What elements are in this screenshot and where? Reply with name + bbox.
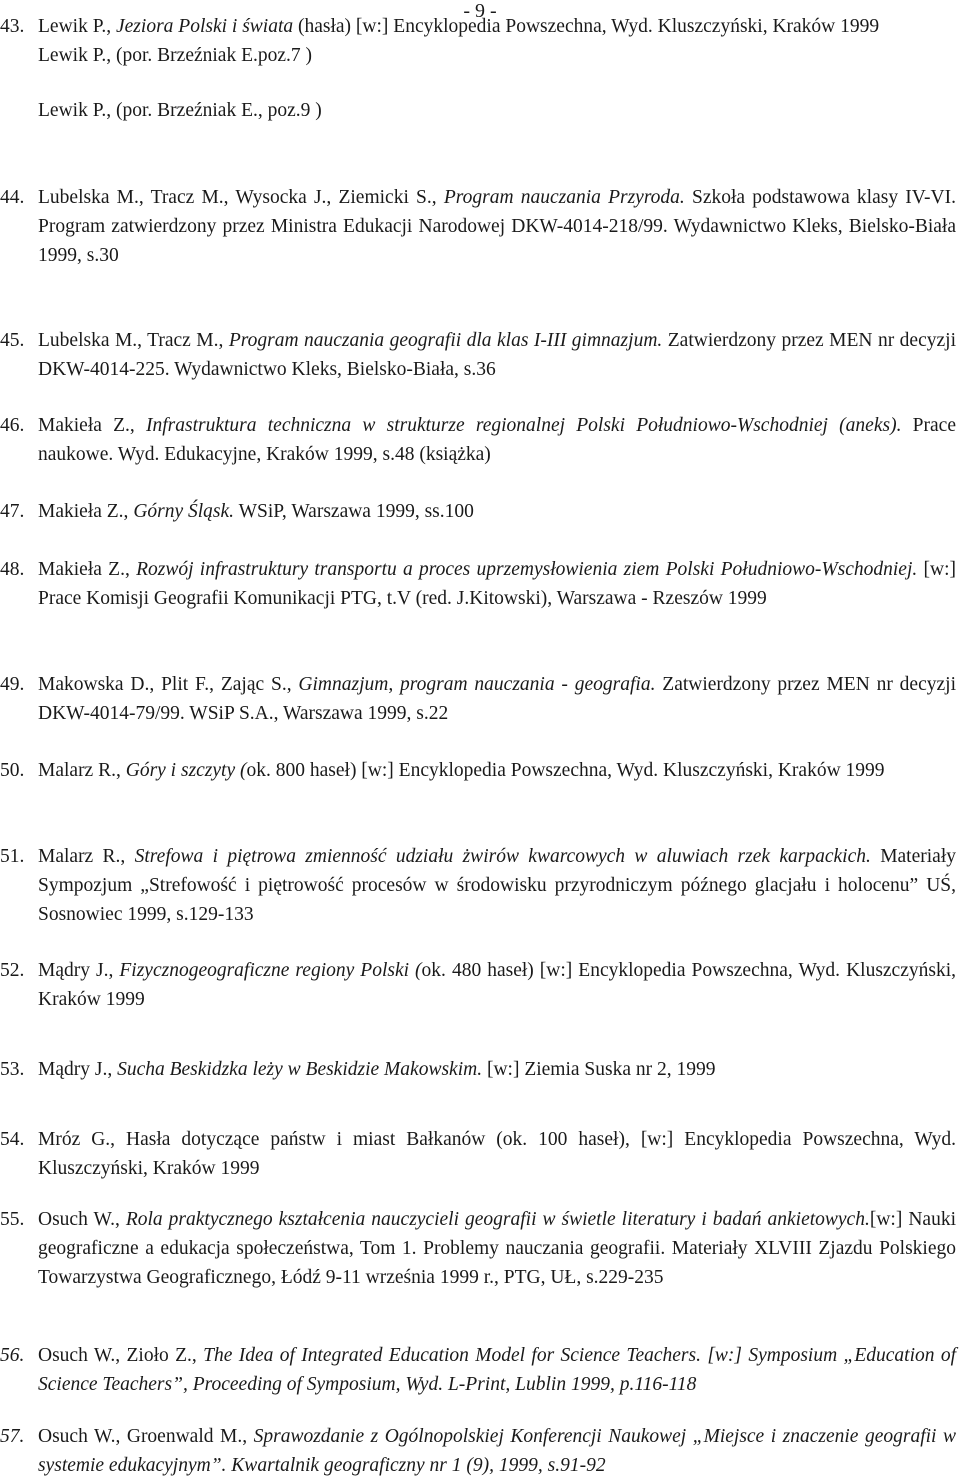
reference-details: (hasła) [w:] Encyklopedia Powszechna, Wyd. Kluszczyński, Kraków 1999	[293, 16, 880, 37]
reference-number: 53.	[0, 1059, 25, 1080]
reference-authors: Lubelska M., Tracz M., Wysocka J., Ziemicki S.,	[38, 187, 444, 208]
reference-title: Fizycznogeograficzne regiony Polski (	[119, 960, 422, 981]
reference-52	[0, 956, 957, 1014]
reference-46	[0, 411, 956, 469]
reference-authors: Lewik P.,	[38, 16, 116, 37]
reference-authors: Osuch W., Zioło Z.,	[38, 1345, 204, 1366]
reference-details: Prace naukowe. Wyd. Edukacyjne, Kraków 1999, s.48 (książka)	[38, 415, 956, 465]
reference-authors: Lubelska M., Tracz M.,	[38, 330, 229, 351]
reference-56	[0, 1341, 957, 1399]
reference-title: Program nauczania geografii dla klas I-III gimnazjum.	[228, 330, 663, 351]
reference-number: 46.	[0, 415, 25, 436]
reference-49	[0, 670, 956, 728]
reference-53	[0, 1055, 956, 1084]
reference-48	[0, 555, 957, 613]
reference-details: WSiP, Warszawa 1999, ss.100	[234, 501, 474, 522]
reference-authors: Makieła Z.,	[38, 559, 137, 580]
reference-number: 49.	[0, 674, 25, 695]
reference-number: 51.	[0, 846, 25, 867]
reference-title: Strefowa i piętrowa zmienność udziału żwirów kwarcowych w aluwiach rzek karpackich.	[134, 846, 871, 867]
reference-details: Zatwierdzony przez MEN nr decyzji DKW-4014-225. Wydawnictwo Kleks, Bielsko-Biała, s.36	[38, 330, 956, 380]
reference-number: 48.	[0, 559, 25, 580]
reference-43	[0, 12, 956, 125]
reference-47	[0, 497, 956, 526]
reference-details: Materiały Sympozjum „Strefowość i piętrowość procesów w środowisku przyrodniczym późnego glacjału i holocenu” UŚ, Sosnowiec 1999, s.129-133	[38, 846, 956, 925]
reference-title: Rozwój infrastruktury transportu a proces uprzemysłowienia ziem Polski Południowo-Wschodniej.	[136, 559, 918, 580]
reference-see-also: Lewik P., (por. Brzeźniak E.poz.7 )	[38, 45, 313, 66]
reference-authors: Malarz R.,	[38, 846, 135, 867]
reference-details: [w:] Ziemia Suska nr 2, 1999	[482, 1059, 716, 1080]
reference-title: The Idea of Integrated Education Model for Science Teachers. [w:] Symposium „Education of Science Teachers”, Proceeding of Symposium, Wyd. L-Print, Lublin 1999, p.116-118	[38, 1345, 957, 1395]
reference-55	[0, 1205, 956, 1292]
reference-title: Program nauczania Przyroda.	[443, 187, 685, 208]
reference-54	[0, 1125, 956, 1183]
reference-number: 50.	[0, 760, 25, 781]
reference-title: Góry i szczyty (	[125, 760, 247, 781]
reference-number: 47.	[0, 501, 25, 522]
reference-authors: Mądry J.,	[38, 960, 120, 981]
reference-number: 54.	[0, 1129, 25, 1150]
reference-authors: Makieła Z.,	[38, 415, 147, 436]
reference-authors: Osuch W., Groenwald M.,	[38, 1426, 254, 1447]
reference-number: 56.	[0, 1345, 25, 1366]
reference-51	[0, 842, 956, 929]
reference-number: 44.	[0, 187, 25, 208]
reference-details: ok. 800 haseł) [w:] Encyklopedia Powszechna, Wyd. Kluszczyński, Kraków 1999	[246, 760, 885, 781]
reference-authors: Makowska D., Plit F., Zając S.,	[38, 674, 299, 695]
reference-number: 45.	[0, 330, 25, 351]
reference-title: Górny Śląsk.	[133, 501, 235, 522]
reference-number: 43.	[0, 16, 25, 37]
reference-authors: Mróz G., Hasła dotyczące państw i miast Bałkanów (ok. 100 haseł), [w:] Encyklopedia Powszechna, Wyd. Kluszczyński, Kraków 1999	[38, 1129, 956, 1179]
reference-title: Gimnazjum, program nauczania - geografia.	[298, 674, 656, 695]
reference-details: ok. 480 haseł) [w:] Encyklopedia Powszechna, Wyd. Kluszczyński, Kraków 1999	[38, 960, 957, 1010]
reference-authors: Mądry J.,	[38, 1059, 118, 1080]
reference-50	[0, 756, 956, 785]
reference-see-also: Lewik P., (por. Brzeźniak E., poz.9 )	[38, 100, 322, 121]
reference-details: Zatwierdzony przez MEN nr decyzji DKW-4014-79/99. WSiP S.A., Warszawa 1999, s.22	[38, 674, 956, 724]
reference-details: Szkoła podstawowa klasy IV-VI. Program zatwierdzony przez Ministra Edukacji Narodowej DKW-4014-218/99. Wydawnictwo Kleks, Bielsko-Biała 1999, s.30	[38, 187, 957, 266]
reference-title: Sprawozdanie z Ogólnopolskiej Konferencji Naukowej „Miejsce i znaczenie geografii w systemie edukacyjnym”. Kwartalnik geograficzny nr 1 (9), 1999, s.91-92	[38, 1426, 956, 1476]
reference-title: Rola praktycznego kształcenia nauczycieli geografii w świetle literatury i badań ankietowych.	[125, 1209, 870, 1230]
reference-number: 57.	[0, 1426, 25, 1447]
reference-57	[0, 1422, 956, 1480]
reference-title: Sucha Beskidzka leży w Beskidzie Makowskim.	[117, 1059, 483, 1080]
reference-details: [w:] Prace Komisji Geografii Komunikacji PTG, t.V (red. J.Kitowski), Warszawa - Rzeszów 1999	[38, 559, 957, 609]
page-number: - 9 -	[463, 0, 497, 22]
reference-details: [w:] Nauki geograficzne a edukacja społeczeństwa, Tom 1. Problemy nauczania geografii. Materiały XLVIII Zjazdu Polskiego Towarzystwa Geograficznego, Łódź 9-11 września 1999 r., PTG, UŁ, s.229-235	[38, 1209, 956, 1288]
reference-authors: Osuch W.,	[38, 1209, 126, 1230]
reference-44	[0, 183, 957, 270]
reference-authors: Malarz R.,	[38, 760, 126, 781]
reference-authors: Makieła Z.,	[38, 501, 134, 522]
reference-number: 52.	[0, 960, 25, 981]
reference-number: 55.	[0, 1209, 25, 1230]
reference-45	[0, 326, 956, 384]
reference-title: Jeziora Polski i świata	[116, 16, 294, 37]
reference-title: Infrastruktura techniczna w strukturze regionalnej Polski Południowo-Wschodniej (aneks).	[146, 415, 902, 436]
